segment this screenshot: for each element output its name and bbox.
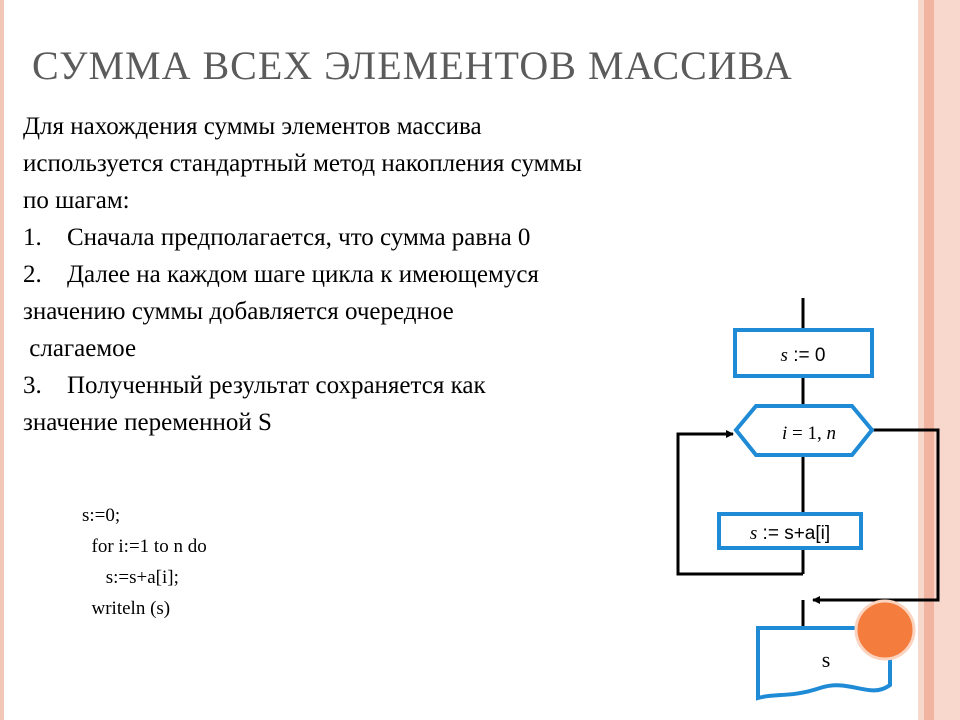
step-text: Полученный результат сохраняется как — [67, 372, 486, 399]
step-number: 3. — [23, 372, 42, 399]
code-line: writeln (s) — [82, 598, 171, 619]
code-line: s:=0; — [82, 505, 121, 526]
intro-line: по шагам: — [23, 187, 130, 214]
step-3-cont: значение переменной S — [23, 409, 272, 436]
intro-line: используется стандартный метод накопления суммы — [23, 150, 583, 177]
step-2-cont: значению суммы добавляется очередное — [23, 298, 454, 325]
accent-circle — [856, 601, 914, 659]
code-line: for i:=1 to n do — [82, 536, 207, 557]
init-label: s := 0 — [780, 345, 826, 366]
step-2-cont: слагаемое — [23, 335, 137, 362]
body-label: s := s+a[i] — [749, 523, 831, 544]
step-number: 2. — [23, 261, 42, 288]
intro-line: Для нахождения суммы элементов массива — [23, 113, 482, 140]
output-label: s — [821, 647, 831, 672]
loop-label: i = 1, n — [782, 423, 836, 444]
step-text: Сначала предполагается, что сумма равна 0 — [67, 224, 531, 251]
step-text: Далее на каждом шаге цикла к имеющемуся — [67, 261, 539, 288]
slide-title: СУММА ВСЕХ ЭЛЕМЕНТОВ МАССИВА — [32, 43, 793, 88]
step-number: 1. — [23, 224, 42, 251]
code-line: s:=s+a[i]; — [82, 567, 179, 588]
